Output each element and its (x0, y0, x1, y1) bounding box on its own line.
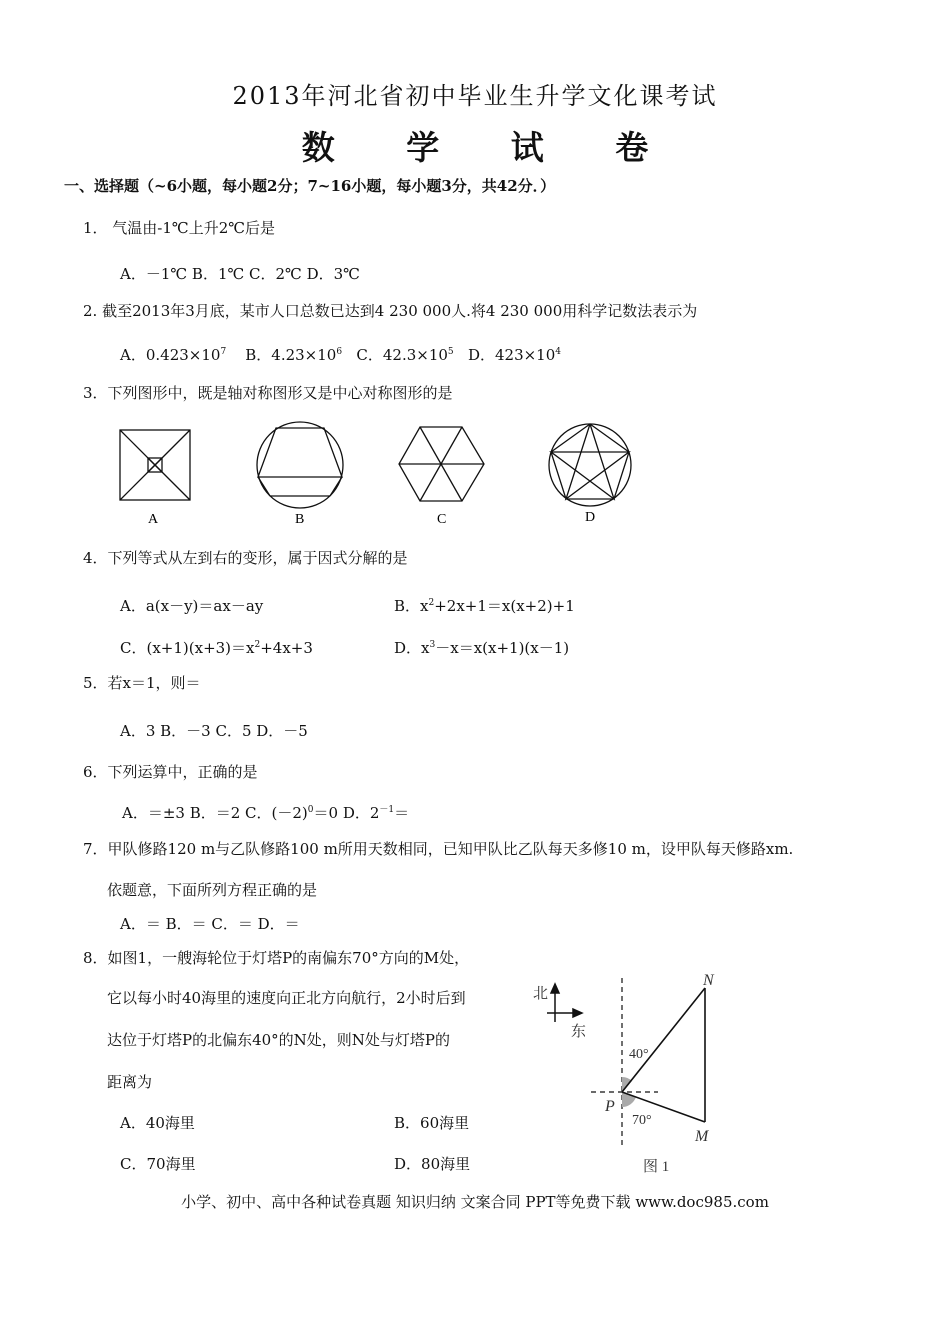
compass-east-label: 东 (571, 1024, 587, 1040)
figure-d-pentagon-star (549, 424, 631, 506)
q5-options: A．3 B．－3 C．5 D．－5 (120, 722, 308, 740)
q8-line2: 它以每小时40海里的速度向正北方向航行，2小时后到 (107, 989, 466, 1007)
figure-1-caption: 图 1 (643, 1159, 670, 1175)
q4-option-c-post: +4x+3 (260, 639, 313, 657)
figure-c-label: C (437, 512, 447, 527)
q8-option-b: B．60海里 (394, 1114, 470, 1132)
q3-figures (110, 420, 650, 530)
q6-options-exp: 0 (307, 805, 314, 815)
q6-options-exp2: －1 (379, 805, 395, 815)
q4-stem: 4．下列等式从左到右的变形，属于因式分解的是 (83, 549, 408, 567)
q8-line3: 达位于灯塔P的北偏东40°的N处，则N处与灯塔P的 (107, 1031, 451, 1049)
q2-options (120, 345, 561, 365)
q6-options-pre: A．＝±3 B．＝2 C．(－2) (122, 804, 308, 822)
compass-north-label: 北 (533, 986, 549, 1002)
q2-option-c: C．42.3×10 (356, 346, 448, 364)
figure-c-hexagon (399, 427, 484, 501)
exam-subtitle: 数 学 试 卷 (301, 128, 679, 167)
q8-option-a: A．40海里 (120, 1114, 195, 1132)
figure-d-label: D (585, 510, 596, 525)
section-heading: 一、选择题（~6小题，每小题2分；7~16小题，每小题3分，共42分．） (64, 177, 556, 195)
q7-line2: 依题意，下面所列方程正确的是 (107, 881, 318, 899)
compass-arrows-icon (547, 984, 582, 1022)
q7-options: A．＝ B．＝ C．＝ D．＝ (120, 915, 300, 933)
q8-line4: 距离为 (107, 1073, 153, 1091)
figure-b-label: B (295, 512, 305, 527)
q8-option-d: D．80海里 (394, 1155, 471, 1173)
q4-option-b-post: +2x+1＝x(x+2)+1 (434, 597, 575, 615)
q6-options-post: ＝ (394, 804, 410, 822)
angle-70-label: 70° (632, 1113, 652, 1128)
point-n-label: N (703, 972, 714, 989)
figure-a-label: A (148, 512, 159, 527)
q2-option-a-exp: 7 (220, 347, 227, 357)
q7-stem: 7．甲队修路120 m与乙队修路100 m所用天数相同，已知甲队比乙队每天多修10 m，设甲队每天修路xm. (83, 840, 794, 858)
q6-options (122, 803, 409, 823)
q5-stem: 5．若x＝1，则＝ (83, 674, 201, 692)
q6-stem: 6．下列运算中，正确的是 (83, 763, 258, 781)
q8-line1: 8．如图1，一艘海轮位于灯塔P的南偏东70°方向的M处， (83, 949, 470, 967)
angle-40-label: 40° (629, 1047, 649, 1062)
q2-option-d-exp: 4 (555, 347, 561, 357)
q2-option-c-exp: 5 (447, 347, 454, 357)
q2-stem: 2. 截至2013年3月底，某市人口总数已达到4 230 000人.将4 230 000用科学记数法表示为 (83, 302, 698, 320)
exam-title: 2013年河北省初中毕业生升学文化课考试 (232, 82, 718, 110)
q4-option-c-pre: C．(x+1)(x+3)＝x (120, 639, 255, 657)
q4-option-d (394, 638, 569, 658)
q4-option-a: A．a(x－y)＝ax－ay (120, 597, 264, 615)
q2-option-b: B．4.23×10 (245, 346, 337, 364)
q4-option-b-pre: B．x (394, 597, 429, 615)
q4-option-c (120, 638, 313, 658)
q6-options-mid: ＝0 D．2 (313, 804, 380, 822)
q4-option-b (394, 596, 575, 616)
point-m-label: M (695, 1128, 709, 1145)
q4-option-d-post: －x＝x(x+1)(x－1) (435, 639, 570, 657)
point-p-label: P (605, 1098, 615, 1115)
q2-option-b-exp: 6 (336, 347, 343, 357)
q4-option-b-exp: 2 (428, 598, 435, 608)
q3-stem: 3．下列图形中，既是轴对称图形又是中心对称图形的是 (83, 384, 453, 402)
q8-option-c: C．70海里 (120, 1155, 196, 1173)
q4-option-d-exp: 3 (429, 640, 436, 650)
figure-a-pinwheel-square (120, 430, 190, 500)
q2-option-d: D．423×10 (467, 346, 556, 364)
q1-options: A．－1℃ B．1℃ C．2℃ D．3℃ (120, 265, 360, 283)
q1-stem: 1． 气温由-1℃上升2℃后是 (83, 219, 276, 237)
q4-option-d-pre: D．x (394, 639, 430, 657)
q2-option-a: A．0.423×10 (120, 346, 221, 364)
figure-1-lighthouse (525, 960, 755, 1180)
figure-b-circle-trapezoid (257, 422, 343, 508)
q4-option-c-exp: 2 (254, 640, 261, 650)
page-footer: 小学、初中、高中各种试卷真题 知识归纳 文案合同 PPT等免费下载 www.doc985.com (181, 1193, 769, 1211)
